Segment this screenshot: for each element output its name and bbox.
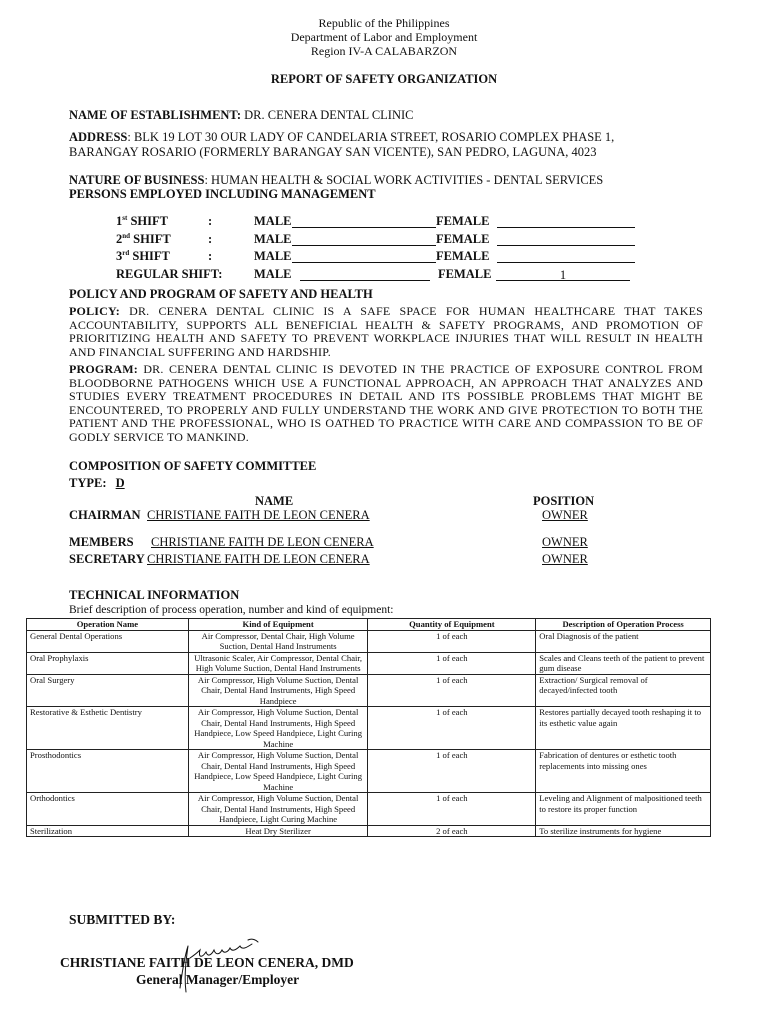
female-label: FEMALE	[436, 231, 490, 246]
signer-title: General Manager/Employer	[136, 972, 300, 987]
operation-name-header: Operation Name	[27, 619, 189, 631]
header-department: Department of Labor and Employment	[290, 30, 478, 44]
quantity-cell: 1 of each	[368, 630, 536, 652]
page-title: REPORT OF SAFETY ORGANIZATION	[270, 72, 498, 86]
kind-of-equipment-cell: Air Compressor, High Volume Suction, Dental Chair, Dental Hand Instruments, High Speed Handpiece	[188, 674, 368, 707]
description-cell: Scales and Cleans teeth of the patient to prevent gum disease	[536, 652, 711, 674]
business-value: : HUMAN HEALTH & SOCIAL WORK ACTIVITIES - DENTAL SERVICES	[204, 173, 604, 187]
description-cell: Extraction/ Surgical removal of decayed/infected tooth	[536, 674, 711, 707]
kind-of-equipment-cell: Ultrasonic Scaler, Air Compressor, Dental Chair, High Volume Suction, Dental Hand Instruments	[188, 652, 368, 674]
female-label: FEMALE	[438, 266, 492, 281]
equipment-row	[27, 652, 711, 674]
kind-of-equipment-cell: Air Compressor, Dental Chair, High Volume Suction, Dental Hand Instruments	[188, 630, 368, 652]
kind-of-equipment-cell: Heat Dry Sterilizer	[188, 825, 368, 837]
signer-name: CHRISTIANE FAITH DE LEON CENERA, DMD	[60, 955, 354, 970]
type-value: D	[115, 476, 125, 490]
male-label: MALE	[254, 231, 292, 246]
quantity-cell: 2 of each	[368, 825, 536, 837]
operation-name-cell: Oral Prophylaxis	[27, 652, 189, 674]
kind-of-equipment-header: Kind of Equipment	[188, 619, 368, 631]
type-label: TYPE:	[69, 476, 107, 490]
female-count-field[interactable]: 1	[496, 268, 630, 281]
kind-of-equipment-cell: Air Compressor, High Volume Suction, Dental Chair, Dental Hand Instruments, High Speed Handpiece, Light Curing Machine	[188, 793, 368, 826]
committee-member-position: OWNER	[542, 508, 588, 522]
equipment-table	[26, 618, 711, 837]
operation-name-cell: Oral Surgery	[27, 674, 189, 707]
operation-name-cell: Sterilization	[27, 825, 189, 837]
position-column-header: POSITION	[533, 494, 595, 508]
operation-name-cell: General Dental Operations	[27, 630, 189, 652]
shift-colon: :	[208, 214, 213, 228]
operation-name-cell: Orthodontics	[27, 793, 189, 826]
kind-of-equipment-cell: Air Compressor, High Volume Suction, Dental Chair, Dental Hand Instruments, High Speed Handpiece, Low Speed Handpiece, Light Curing Machine	[188, 707, 368, 750]
committee-member-position: OWNER	[542, 552, 588, 566]
shift-colon: :	[208, 231, 213, 246]
operation-name-cell: Restorative & Esthetic Dentistry	[27, 707, 189, 750]
description-cell: Restores partially decayed tooth reshaping it to its esthetic value again	[536, 707, 711, 750]
shift-colon: :	[208, 249, 213, 263]
equipment-row	[27, 630, 711, 652]
shift-row	[116, 267, 656, 283]
description-cell: Leveling and Alignment of malpositioned teeth to restore its proper function	[536, 793, 711, 826]
establishment-name-label: NAME OF ESTABLISHMENT:	[69, 108, 242, 122]
female-label: FEMALE	[436, 249, 490, 263]
male-count-field[interactable]	[292, 233, 436, 246]
shift-label: REGULAR SHIFT:	[116, 266, 223, 281]
header-republic: Republic of the Philippines	[318, 16, 450, 30]
address-label: ADDRESS	[69, 130, 128, 144]
shift-row	[116, 232, 656, 248]
shift-label: 3rd SHIFT	[116, 249, 170, 264]
shift-label: 1st SHIFT	[116, 214, 168, 229]
male-count-field[interactable]	[292, 215, 436, 228]
female-count-field[interactable]	[497, 250, 635, 263]
kind-of-equipment-cell: Air Compressor, High Volume Suction, Dental Chair, Dental Hand Instruments, High Speed Handpiece, Low Speed Handpiece, Light Curing Machine	[188, 750, 368, 793]
male-label: MALE	[254, 249, 292, 263]
establishment-name-value: DR. CENERA DENTAL CLINIC	[244, 108, 414, 122]
committee-role: CHAIRMAN	[69, 508, 141, 522]
committee-type-row	[69, 476, 125, 491]
quantity-cell: 1 of each	[368, 652, 536, 674]
male-label: MALE	[254, 214, 292, 228]
committee-member-name: CHRISTIANE FAITH DE LEON CENERA	[147, 508, 370, 522]
program-paragraph	[69, 363, 703, 445]
business-row	[69, 173, 603, 188]
quantity-cell: 1 of each	[368, 674, 536, 707]
policy-paragraph	[69, 305, 703, 359]
male-count-field[interactable]	[292, 250, 436, 263]
description-cell: Fabrication of dentures or esthetic tooth replacements into missing ones	[536, 750, 711, 793]
quantity-cell: 1 of each	[368, 750, 536, 793]
technical-subtitle: Brief description of process operation, number and kind of equipment:	[69, 604, 394, 616]
equipment-row	[27, 674, 711, 707]
description-cell: Oral Diagnosis of the patient	[536, 630, 711, 652]
program-text: DR. CENERA DENTAL CLINIC IS DEVOTED IN THE PRACTICE OF EXPOSURE CONTROL FROM BLOODBORNE PATHOGENS WHICH USE A FUNCTIONAL APPROACH, AN APPROACH THAT ANALYZES AND STUDIES EVERY TREATMENT PROCEDURES IN DETAIL AND ITS POSSIBLE PROBLEMS THAT MIGHT BE ENCOUNTERED, TO PROPERLY AND FULLY UNDERSTAND THE WORK AND GIVE PROTECTION TO BOTH THE PATIENT AND THE PROFESSIONAL, WHO IS OATHED TO PRACTICE WITH CARE AND COMPASSION TO BE OF GODLY SERVICE TO MANKIND.	[69, 362, 703, 444]
address-row	[69, 130, 614, 145]
committee-member-position: OWNER	[542, 535, 588, 549]
policy-section-title: POLICY AND PROGRAM OF SAFETY AND HEALTH	[69, 287, 373, 301]
shift-label: 2nd SHIFT	[116, 231, 171, 246]
equipment-row	[27, 793, 711, 826]
shift-row	[116, 249, 656, 265]
committee-member-name: CHRISTIANE FAITH DE LEON CENERA	[151, 535, 374, 549]
name-column-header: NAME	[255, 494, 294, 508]
business-label: NATURE OF BUSINESS	[69, 173, 205, 187]
persons-employed-label: PERSONS EMPLOYED INCLUDING MANAGEMENT	[69, 187, 376, 201]
equipment-header-row	[27, 619, 711, 631]
committee-role: SECRETARY	[69, 552, 145, 566]
policy-label: POLICY:	[69, 304, 120, 318]
operation-name-cell: Prosthodontics	[27, 750, 189, 793]
female-label: FEMALE	[436, 214, 490, 228]
address-line1: : BLK 19 LOT 30 OUR LADY OF CANDELARIA STREET, ROSARIO COMPLEX PHASE 1,	[127, 130, 615, 144]
establishment-name-row	[69, 108, 414, 123]
policy-text: DR. CENERA DENTAL CLINIC IS A SAFE SPACE FOR HUMAN HEALTHCARE THAT TAKES ACCOUNTABILITY, SUPPORTS ALL BENEFICIAL HEALTH & SAFETY PROGRAMS, AND PROMOTION OF PRIORITIZING HEALTH AND SAFETY TO PREVENT WORKPLACE INJURIES THAT WILL RESULT IN HEALTH AND FINANCIAL SUFFERING AND HARDSHIP.	[69, 304, 703, 359]
submitted-by-label: SUBMITTED BY:	[69, 912, 176, 927]
address-line2: BARANGAY ROSARIO (FORMERLY BARANGAY SAN VICENTE), SAN PEDRO, LAGUNA, 4023	[69, 145, 597, 159]
quantity-header: Quantity of Equipment	[368, 619, 536, 631]
committee-role: MEMBERS	[69, 535, 134, 549]
committee-title: COMPOSITION OF SAFETY COMMITTEE	[69, 459, 317, 473]
description-cell: To sterilize instruments for hygiene	[536, 825, 711, 837]
description-header: Description of Operation Process	[536, 619, 711, 631]
committee-member-name: CHRISTIANE FAITH DE LEON CENERA	[147, 552, 370, 566]
equipment-row	[27, 825, 711, 837]
quantity-cell: 1 of each	[368, 793, 536, 826]
shift-row	[116, 214, 656, 230]
female-count-field[interactable]	[497, 215, 635, 228]
male-label: MALE	[254, 266, 292, 281]
female-count-field[interactable]	[497, 233, 635, 246]
equipment-row	[27, 707, 711, 750]
quantity-cell: 1 of each	[368, 707, 536, 750]
male-count-field[interactable]	[300, 268, 430, 281]
program-label: PROGRAM:	[69, 362, 138, 376]
technical-title: TECHNICAL INFORMATION	[69, 588, 240, 602]
header-region: Region IV-A CALABARZON	[310, 44, 458, 58]
equipment-row	[27, 750, 711, 793]
